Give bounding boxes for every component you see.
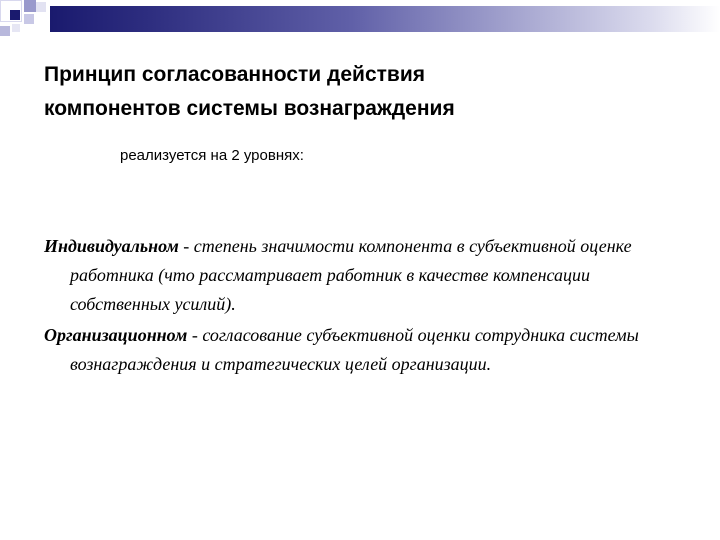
- decorative-square: [10, 10, 20, 20]
- level-item-organizational: [44, 321, 694, 379]
- level-separator: -: [178, 236, 194, 256]
- level-definition: согласование субъективной оценки сотрудника системы вознаграждения и стратегических целей организации.: [70, 325, 639, 374]
- level-term: Индивидуальном: [44, 236, 179, 256]
- level-term: Организационном: [44, 325, 188, 345]
- decorative-square: [36, 2, 46, 12]
- decorative-square: [24, 0, 36, 12]
- level-separator: -: [187, 325, 203, 345]
- level-item-individual: [44, 232, 694, 319]
- levels-list: [44, 232, 694, 381]
- decorative-square: [0, 26, 10, 36]
- header-gradient-bar: [50, 6, 720, 32]
- slide-title-line-2: компонентов системы вознаграждения: [44, 97, 455, 120]
- slide-subtitle: реализуется на 2 уровнях:: [120, 147, 304, 164]
- slide-title: [44, 58, 684, 126]
- decorative-square: [24, 14, 34, 24]
- decorative-square: [12, 24, 20, 32]
- level-definition: степень значимости компонента в субъективной оценке работника (что рассматривает работник в качестве компенсации собственных усилий).: [70, 236, 632, 314]
- slide-title-line-1: Принцип согласованности действия: [44, 63, 426, 86]
